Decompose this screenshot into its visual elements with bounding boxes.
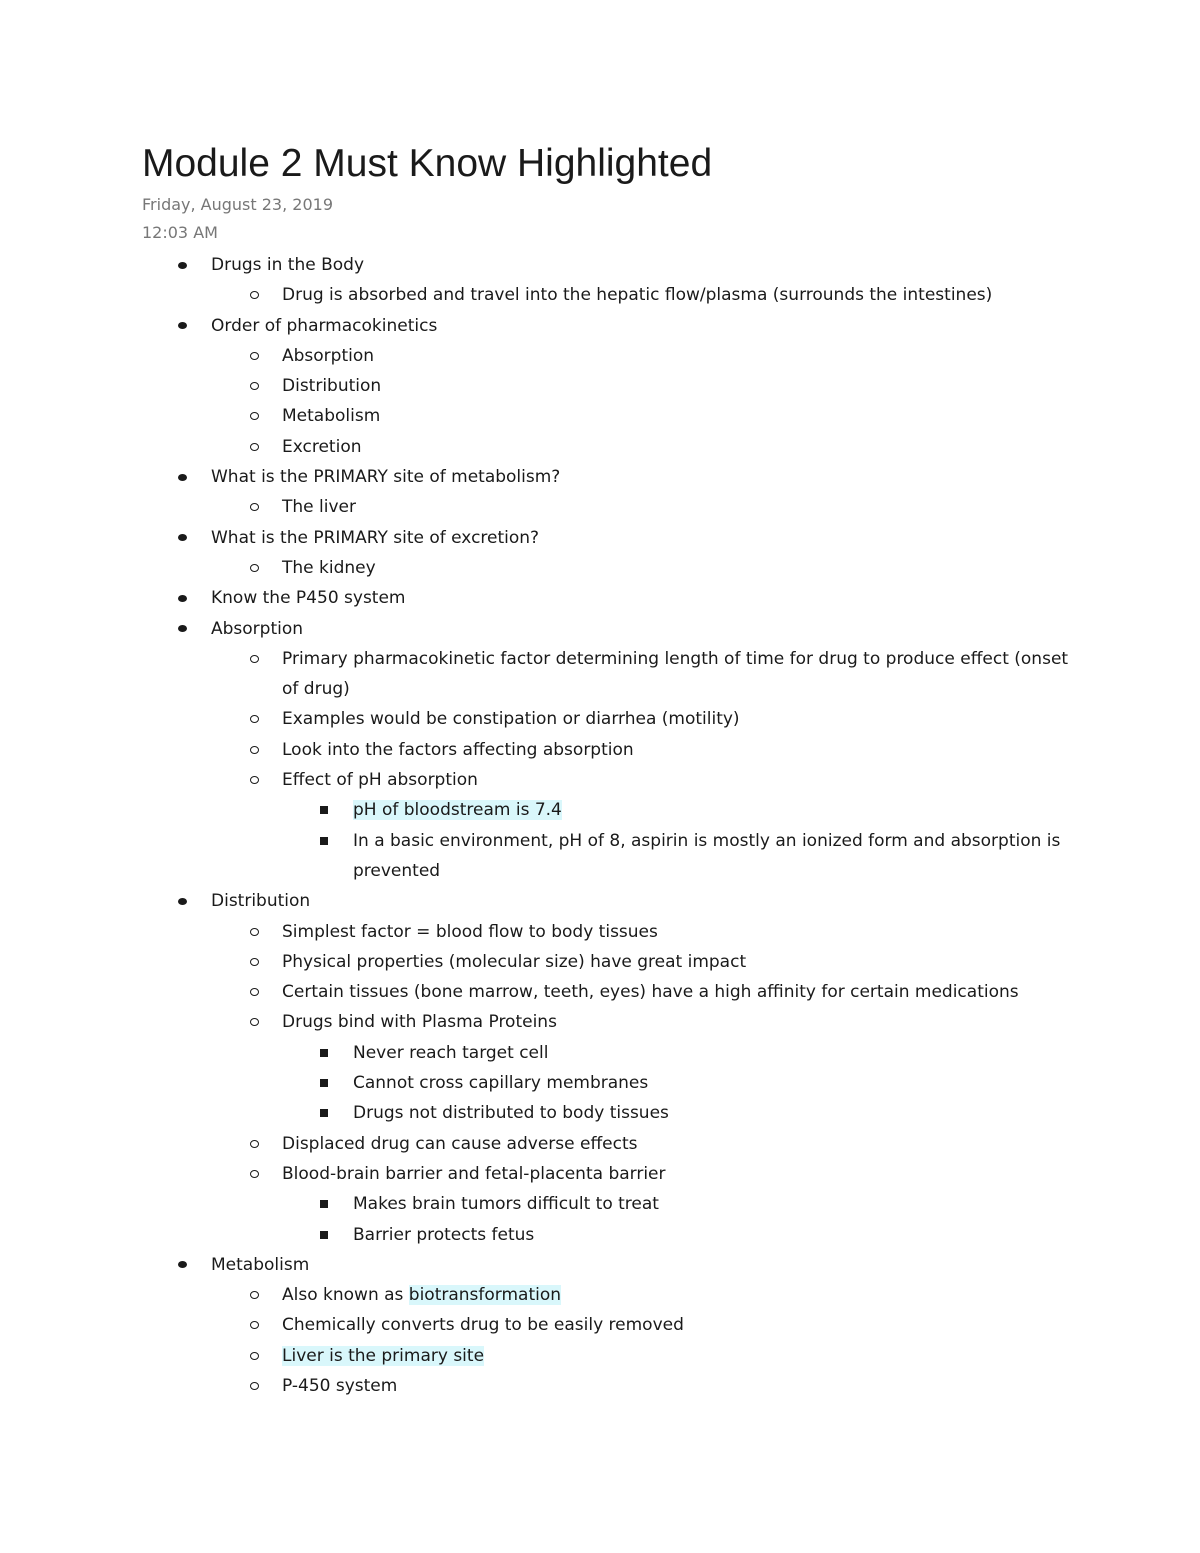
list-item: Certain tissues (bone marrow, teeth, eyes) have a high affinity for certain medications bbox=[0, 977, 1200, 1007]
list-item: Barrier protects fetus bbox=[0, 1220, 1200, 1250]
highlighted-text: Liver is the primary site bbox=[282, 1345, 485, 1366]
notes-list bbox=[0, 250, 1200, 1401]
list-item: Displaced drug can cause adverse effects bbox=[0, 1129, 1200, 1159]
bullet-circle-icon bbox=[244, 735, 264, 765]
list-item: Excretion bbox=[0, 432, 1200, 462]
list-item: In a basic environment, pH of 8, aspirin is mostly an ionized form and absorption is prevented bbox=[0, 826, 1200, 887]
note-date: Friday, August 23, 2019 bbox=[142, 195, 333, 214]
bullet-circle-icon bbox=[244, 401, 264, 431]
bullet-square-icon bbox=[314, 1098, 334, 1128]
bullet-circle-icon bbox=[244, 644, 264, 674]
list-item bbox=[0, 795, 1200, 825]
bullet-circle-icon bbox=[244, 977, 264, 1007]
list-item: Drug is absorbed and travel into the hepatic flow/plasma (surrounds the intestines) bbox=[0, 280, 1200, 310]
bullet-circle-icon bbox=[244, 1341, 264, 1371]
bullet-dot-icon bbox=[172, 523, 192, 553]
bullet-dot-icon bbox=[172, 311, 192, 341]
list-item: Examples would be constipation or diarrhea (motility) bbox=[0, 704, 1200, 734]
bullet-dot-icon bbox=[172, 1250, 192, 1280]
list-item: The kidney bbox=[0, 553, 1200, 583]
list-item: Distribution bbox=[0, 886, 1200, 916]
bullet-dot-icon bbox=[172, 462, 192, 492]
list-item: Drugs bind with Plasma Proteins bbox=[0, 1007, 1200, 1037]
list-item: Know the P450 system bbox=[0, 583, 1200, 613]
bullet-dot-icon bbox=[172, 614, 192, 644]
bullet-dot-icon bbox=[172, 250, 192, 280]
list-item: P-450 system bbox=[0, 1371, 1200, 1401]
list-item: Blood-brain barrier and fetal-placenta barrier bbox=[0, 1159, 1200, 1189]
bullet-square-icon bbox=[314, 1189, 334, 1219]
list-item: Absorption bbox=[0, 614, 1200, 644]
bullet-square-icon bbox=[314, 795, 334, 825]
list-item: Absorption bbox=[0, 341, 1200, 371]
bullet-square-icon bbox=[314, 826, 334, 856]
list-item: Primary pharmacokinetic factor determining length of time for drug to produce effect (onset of drug) bbox=[0, 644, 1200, 705]
list-item: Physical properties (molecular size) have great impact bbox=[0, 947, 1200, 977]
bullet-circle-icon bbox=[244, 1371, 264, 1401]
list-item: Simplest factor = blood flow to body tissues bbox=[0, 917, 1200, 947]
bullet-circle-icon bbox=[244, 553, 264, 583]
bullet-dot-icon bbox=[172, 886, 192, 916]
bullet-circle-icon bbox=[244, 765, 264, 795]
bullet-circle-icon bbox=[244, 1310, 264, 1340]
list-item: What is the PRIMARY site of excretion? bbox=[0, 523, 1200, 553]
list-item: Metabolism bbox=[0, 1250, 1200, 1280]
bullet-square-icon bbox=[314, 1220, 334, 1250]
list-item: Never reach target cell bbox=[0, 1038, 1200, 1068]
bullet-circle-icon bbox=[244, 432, 264, 462]
list-item: Effect of pH absorption bbox=[0, 765, 1200, 795]
list-item: Look into the factors affecting absorption bbox=[0, 735, 1200, 765]
bullet-circle-icon bbox=[244, 704, 264, 734]
list-item: What is the PRIMARY site of metabolism? bbox=[0, 462, 1200, 492]
list-item: Distribution bbox=[0, 371, 1200, 401]
note-time: 12:03 AM bbox=[142, 223, 218, 242]
list-item: The liver bbox=[0, 492, 1200, 522]
list-item: Drugs in the Body bbox=[0, 250, 1200, 280]
bullet-circle-icon bbox=[244, 947, 264, 977]
bullet-circle-icon bbox=[244, 1159, 264, 1189]
bullet-circle-icon bbox=[244, 917, 264, 947]
bullet-circle-icon bbox=[244, 1280, 264, 1310]
list-item-text: Also known as bbox=[282, 1285, 409, 1306]
bullet-circle-icon bbox=[244, 280, 264, 310]
bullet-circle-icon bbox=[244, 1129, 264, 1159]
bullet-circle-icon bbox=[244, 492, 264, 522]
list-item: Order of pharmacokinetics bbox=[0, 311, 1200, 341]
bullet-circle-icon bbox=[244, 371, 264, 401]
list-item: Chemically converts drug to be easily removed bbox=[0, 1310, 1200, 1340]
list-item: Cannot cross capillary membranes bbox=[0, 1068, 1200, 1098]
list-item bbox=[0, 1341, 1200, 1371]
bullet-circle-icon bbox=[244, 341, 264, 371]
page-title: Module 2 Must Know Highlighted bbox=[142, 142, 713, 185]
bullet-dot-icon bbox=[172, 583, 192, 613]
list-item: Metabolism bbox=[0, 401, 1200, 431]
list-item bbox=[0, 1280, 1200, 1310]
bullet-circle-icon bbox=[244, 1007, 264, 1037]
list-item: Drugs not distributed to body tissues bbox=[0, 1098, 1200, 1128]
highlighted-text: biotransformation bbox=[408, 1285, 562, 1306]
highlighted-text: pH of bloodstream is 7.4 bbox=[353, 800, 562, 821]
bullet-square-icon bbox=[314, 1068, 334, 1098]
bullet-square-icon bbox=[314, 1038, 334, 1068]
list-item: Makes brain tumors difficult to treat bbox=[0, 1189, 1200, 1219]
